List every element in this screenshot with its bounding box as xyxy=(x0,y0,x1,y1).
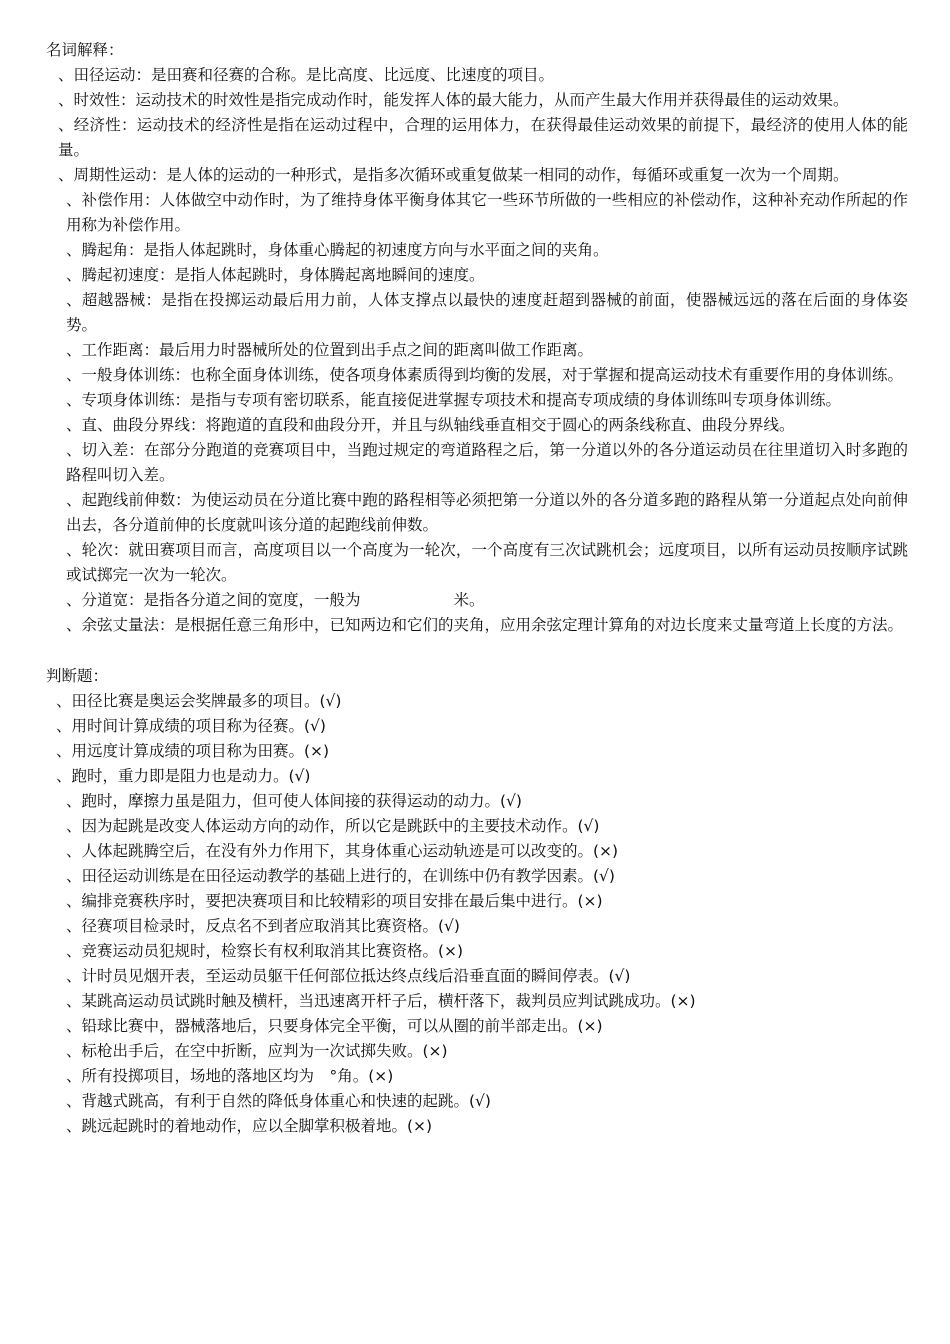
judgment-item: 、所有投掷项目，场地的落地区均为 °角。(×) xyxy=(66,1067,394,1085)
document-page xyxy=(46,38,908,1139)
definition-item: 、腾起初速度：是指人体起跳时，身体腾起离地瞬间的速度。 xyxy=(66,266,485,284)
judgment-item: 、用时间计算成绩的项目称为径赛。(√) xyxy=(56,717,326,735)
definition-item: 、周期性运动：是人体的运动的一种形式，是指多次循环或重复做某一相同的动作，每循环或重复一次为一个周期。 xyxy=(58,166,849,184)
judgment-item: 、标枪出手后，在空中折断，应判为一次试掷失败。(×) xyxy=(66,1042,448,1060)
definition-item: 、切入差：在部分分跑道的竞赛项目中，当跑过规定的弯道路程之后，第一分道以外的各分道运动员在往里道切入时多跑的路程叫切入差。 xyxy=(66,441,908,484)
judgment-item: 、竞赛运动员犯规时，检察长有权利取消其比赛资格。(×) xyxy=(66,942,464,960)
definition-item: 、专项身体训练：是指与专项有密切联系，能直接促进掌握专项技术和提高专项成绩的身体训练叫专项身体训练。 xyxy=(66,391,842,409)
judgment-item: 、跳远起跳时的着地动作，应以全脚掌积极着地。(×) xyxy=(66,1117,433,1135)
judgment-item: 、计时员见烟开表，至运动员躯干任何部位抵达终点线后沿垂直面的瞬间停表。(√) xyxy=(66,967,631,985)
definition-item: 、工作距离：最后用力时器械所处的位置到出手点之间的距离叫做工作距离。 xyxy=(66,341,594,359)
definition-item: 、经济性：运动技术的经济性是指在运动过程中，合理的运用体力，在获得最佳运动效果的前提下，最经济的使用人体的能量。 xyxy=(58,116,908,159)
definition-item: 、田径运动：是田赛和径赛的合称。是比高度、比远度、比速度的项目。 xyxy=(58,66,555,84)
definition-item: 、起跑线前伸数：为使运动员在分道比赛中跑的路程相等必须把第一分道以外的各分道多跑的路程从第一分道起点处向前伸出去，各分道前伸的长度就叫该分道的起跑线前伸数。 xyxy=(66,491,908,534)
definition-item: 、超越器械：是指在投掷运动最后用力前，人体支撑点以最快的速度赶超到器械的前面，使器械远远的落在后面的身体姿势。 xyxy=(66,291,908,334)
judgment-item: 、用远度计算成绩的项目称为田赛。(×) xyxy=(56,742,330,760)
definition-item: 、分道宽：是指各分道之间的宽度，一般为 米。 xyxy=(66,591,485,609)
definition-item: 、时效性：运动技术的时效性是指完成动作时，能发挥人体的最大能力，从而产生最大作用并获得最佳的运动效果。 xyxy=(58,91,849,109)
definition-item: 、一般身体训练：也称全面身体训练，使各项身体素质得到均衡的发展，对于掌握和提高运动技术有重要作用的身体训练。 xyxy=(66,366,904,384)
judgment-item: 、跑时，重力即是阻力也是动力。(√) xyxy=(56,767,311,785)
definition-item: 、补偿作用：人体做空中动作时，为了维持身体平衡身体其它一些环节所做的一些相应的补偿动作，这种补充动作所起的作用称为补偿作用。 xyxy=(66,191,908,234)
section-gap xyxy=(46,638,908,664)
judgment-item: 、径赛项目检录时，反点名不到者应取消其比赛资格。(√) xyxy=(66,917,460,935)
judgment-item: 、田径运动训练是在田径运动教学的基础上进行的，在训练中仍有教学因素。(√) xyxy=(66,867,615,885)
judgment-item: 、铅球比赛中，器械落地后，只要身体完全平衡，可以从圈的前半部走出。(×) xyxy=(66,1017,603,1035)
definition-item: 、轮次：就田赛项目而言，高度项目以一个高度为一轮次，一个高度有三次试跳机会；远度项目，以所有运动员按顺序试跳或试掷完一次为一轮次。 xyxy=(66,541,908,584)
definition-item: 、腾起角：是指人体起跳时，身体重心腾起的初速度方向与水平面之间的夹角。 xyxy=(66,241,609,259)
judgments-heading: 判断题： xyxy=(46,667,109,685)
judgment-item: 、人体起跳腾空后，在没有外力作用下，其身体重心运动轨迹是可以改变的。(×) xyxy=(66,842,619,860)
judgment-item: 、因为起跳是改变人体运动方向的动作，所以它是跳跃中的主要技术动作。(√) xyxy=(66,817,600,835)
judgment-item: 、田径比赛是奥运会奖牌最多的项目。(√) xyxy=(56,692,342,710)
definition-item: 、直、曲段分界线：将跑道的直段和曲段分开，并且与纵轴线垂直相交于圆心的两条线称直、曲段分界线。 xyxy=(66,416,795,434)
judgment-item: 、某跳高运动员试跳时触及横杆，当迅速离开杆子后，横杆落下，裁判员应判试跳成功。(×) xyxy=(66,992,696,1010)
definition-item: 、余弦丈量法：是根据任意三角形中，已知两边和它们的夹角，应用余弦定理计算角的对边长度来丈量弯道上长度的方法。 xyxy=(66,616,904,634)
judgment-item: 、编排竞赛秩序时，要把决赛项目和比较精彩的项目安排在最后集中进行。(×) xyxy=(66,892,603,910)
judgment-item: 、背越式跳高，有利于自然的降低身体重心和快速的起跳。(√) xyxy=(66,1092,491,1110)
definitions-heading: 名词解释： xyxy=(46,41,124,59)
judgment-item: 、跑时，摩擦力虽是阻力，但可使人体间接的获得运动的动力。(√) xyxy=(66,792,522,810)
